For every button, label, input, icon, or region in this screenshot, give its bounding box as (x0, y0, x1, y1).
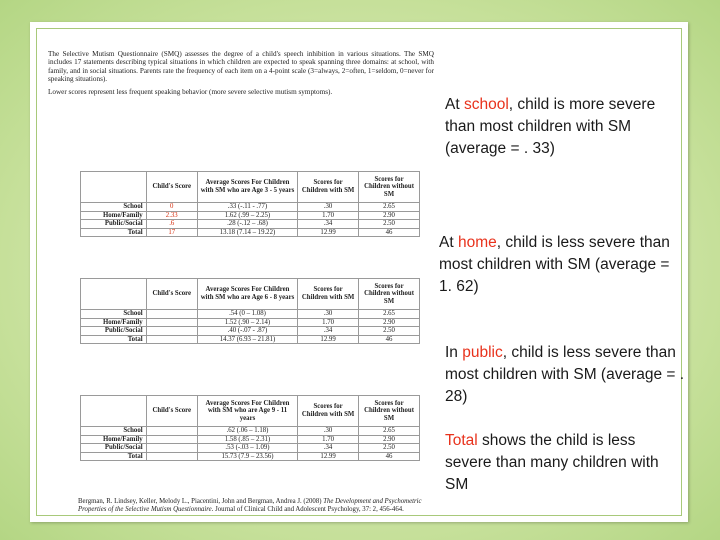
child-score (146, 310, 197, 319)
no-sm-score: 2.65 (359, 203, 420, 212)
table-row (81, 335, 420, 344)
no-sm-score: 2.90 (359, 211, 420, 220)
child-score: 2.33 (146, 211, 197, 220)
no-sm-score: 2.65 (359, 427, 420, 436)
school-note (445, 94, 675, 160)
row-label: Public/Social (81, 444, 147, 453)
child-score (146, 427, 197, 436)
average-score: 13.18 (7.14 – 19.22) (197, 228, 297, 237)
average-score: .40 (-.07 - .87) (197, 327, 297, 336)
row-label: School (81, 310, 147, 319)
sm-score-header: Scores for Children with SM (298, 172, 359, 203)
table-row (81, 310, 420, 319)
sm-score: .34 (298, 220, 359, 229)
average-score: .33 (-.11 - .77) (197, 203, 297, 212)
average-score: 14.37 (6.93 – 21.81) (197, 335, 297, 344)
table-row (81, 211, 420, 220)
no-sm-score: 46 (359, 228, 420, 237)
row-label: Home/Family (81, 318, 147, 327)
row-label: School (81, 427, 147, 436)
citation (78, 498, 438, 514)
average-score: .54 (0 – 1.08) (197, 310, 297, 319)
no-sm-score: 2.90 (359, 435, 420, 444)
table-row (81, 452, 420, 461)
scores-table-age-3-5 (80, 171, 420, 237)
child-score (146, 335, 197, 344)
note-keyword: Total (445, 432, 478, 449)
sm-score: .30 (298, 203, 359, 212)
no-sm-score: 46 (359, 335, 420, 344)
scores-table-age-6-8 (80, 278, 420, 344)
sm-score: 12.99 (298, 452, 359, 461)
no-sm-score: 2.50 (359, 444, 420, 453)
document-excerpt (48, 50, 434, 96)
sm-score: .34 (298, 327, 359, 336)
row-label-header (81, 279, 147, 310)
note-text: In (445, 344, 463, 361)
child-score-header: Child's Score (146, 172, 197, 203)
citation-authors: Bergman, R. Lindsey, Keller, Melody L., Piacentini, John and Bergman, Andrea J. (2008) (78, 498, 322, 505)
sm-score-header: Scores for Children with SM (298, 396, 359, 427)
smq-description: The Selective Mutism Questionnaire (SMQ) assesses the degree of a child's speech inhibition in various situations. The SMQ includes 17 statements describing typical situations in which children are expected to speak spanning three domains: at school, with family, and in social situations. Parents rate the frequency of each item on a 4-point scale (3=always, 2=often, 1=seldom, 0=never for speaking situations). (48, 50, 434, 84)
row-label: Public/Social (81, 220, 147, 229)
table-row (81, 427, 420, 436)
row-label: Home/Family (81, 211, 147, 220)
row-label: Total (81, 335, 147, 344)
row-label-header (81, 396, 147, 427)
sm-score: .30 (298, 427, 359, 436)
public-note (445, 342, 685, 408)
no-sm-score-header: Scores for Children without SM (359, 396, 420, 427)
table-row (81, 327, 420, 336)
child-score (146, 435, 197, 444)
no-sm-score: 2.90 (359, 318, 420, 327)
average-score: .62 (.06 – 1.18) (197, 427, 297, 436)
average-score: .53 (-.03 – 1.09) (197, 444, 297, 453)
average-score-header: Average Scores For Children with SM who are Age 9 - 11 years (197, 396, 297, 427)
average-score: 1.62 (.99 – 2.25) (197, 211, 297, 220)
table-row (81, 444, 420, 453)
table-row (81, 203, 420, 212)
average-score: 15.73 (7.9 – 23.56) (197, 452, 297, 461)
note-text: , child is less severe than most children with SM (average = 1. 62) (439, 234, 670, 295)
scores-table-age-9-11 (80, 395, 420, 461)
sm-score: .30 (298, 310, 359, 319)
table-row (81, 435, 420, 444)
note-text: At (445, 96, 464, 113)
sm-score: 1.70 (298, 318, 359, 327)
average-score-header: Average Scores For Children with SM who are Age 3 - 5 years (197, 172, 297, 203)
note-text: , child is less severe than most children with SM (average = . 28) (445, 344, 685, 405)
average-score-header: Average Scores For Children with SM who are Age 6 - 8 years (197, 279, 297, 310)
home-note (439, 232, 679, 298)
child-score (146, 318, 197, 327)
average-score: .28 (-.12 – .68) (197, 220, 297, 229)
lower-scores-note: Lower scores represent less frequent speaking behavior (more severe selective mutism symptoms). (48, 87, 333, 96)
average-score: 1.52 (.90 – 2.14) (197, 318, 297, 327)
child-score: 17 (146, 228, 197, 237)
row-label: Home/Family (81, 435, 147, 444)
child-score-header: Child's Score (146, 396, 197, 427)
row-label-header (81, 172, 147, 203)
table-row (81, 318, 420, 327)
child-score-header: Child's Score (146, 279, 197, 310)
average-score: 1.58 (.85 – 2.31) (197, 435, 297, 444)
note-keyword: school (463, 96, 509, 113)
no-sm-score: 2.65 (359, 310, 420, 319)
child-score: 0 (146, 203, 197, 212)
row-label: School (81, 203, 147, 212)
sm-score: 1.70 (298, 435, 359, 444)
no-sm-score-header: Scores for Children without SM (359, 279, 420, 310)
note-text: At (439, 234, 458, 251)
row-label: Public/Social (81, 327, 147, 336)
table-row (81, 220, 420, 229)
sm-score: 12.99 (298, 228, 359, 237)
child-score (146, 452, 197, 461)
total-note (445, 430, 685, 496)
no-sm-score: 2.50 (359, 220, 420, 229)
no-sm-score-header: Scores for Children without SM (359, 172, 420, 203)
sm-score: 12.99 (298, 335, 359, 344)
sm-score: 1.70 (298, 211, 359, 220)
child-score: .6 (146, 220, 197, 229)
no-sm-score: 46 (359, 452, 420, 461)
no-sm-score: 2.50 (359, 327, 420, 336)
note-text: shows the child is less severe than many children with SM (445, 432, 659, 493)
citation-journal: Journal of Clinical Child and Adolescent Psychology, 37: 2, 456-464. (215, 506, 404, 513)
child-score (146, 444, 197, 453)
citation-title: The Development and Psychometric Properties of the Selective Mutism Questionnaire. (78, 498, 422, 513)
note-text: , child is more severe than most children with SM (average = . 33) (445, 96, 656, 157)
row-label: Total (81, 452, 147, 461)
sm-score-header: Scores for Children with SM (298, 279, 359, 310)
table-row (81, 228, 420, 237)
sm-score: .34 (298, 444, 359, 453)
row-label: Total (81, 228, 147, 237)
child-score (146, 327, 197, 336)
note-keyword: public (462, 344, 503, 361)
note-keyword: home (457, 234, 497, 251)
